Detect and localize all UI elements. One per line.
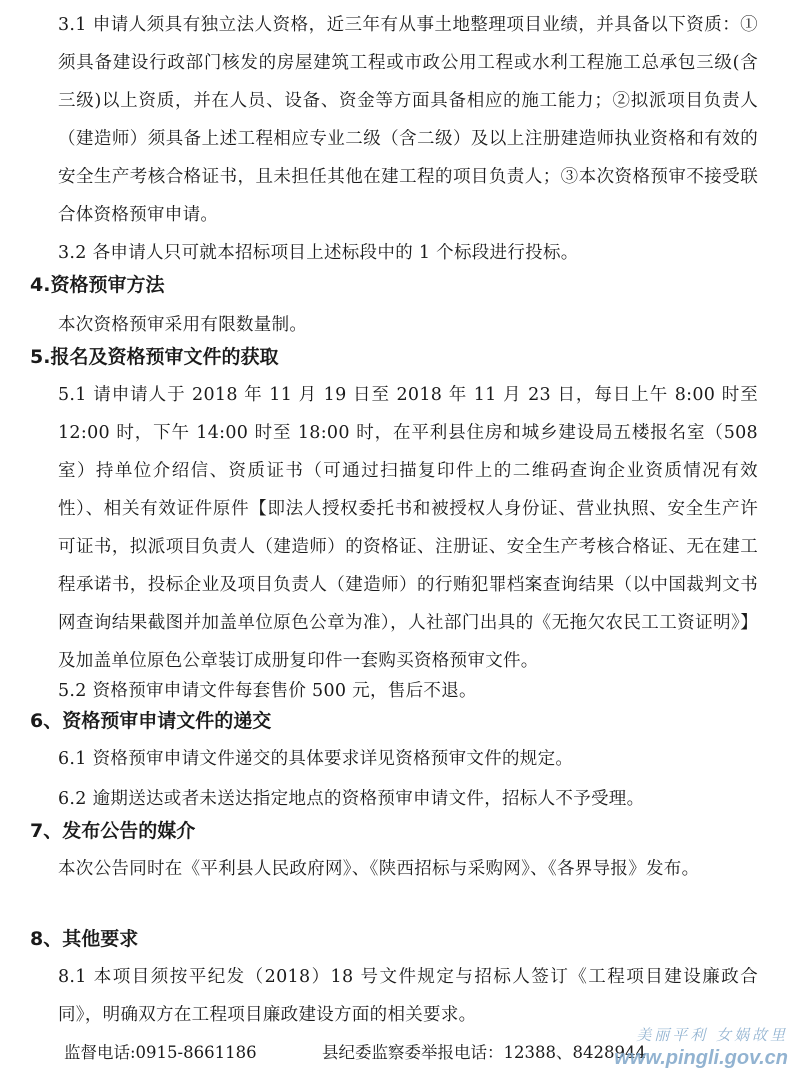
section-6-heading: 6、资格预审申请文件的递交 xyxy=(30,710,272,732)
watermark-slogan: 美丽平利 女娲故里 xyxy=(636,1026,788,1044)
paragraph-5-2: 5.2 资格预审申请文件每套售价 500 元，售后不退。 xyxy=(58,681,477,701)
site-watermark xyxy=(578,1025,788,1071)
paragraph-6-1: 6.1 资格预审申请文件递交的具体要求详见资格预审文件的规定。 xyxy=(58,749,574,769)
supervision-phone: 监督电话:0915-8661186 xyxy=(64,1043,257,1062)
section-7-heading: 7、发布公告的媒介 xyxy=(30,820,196,842)
paragraph-4: 本次资格预审采用有限数量制。 xyxy=(58,315,308,335)
paragraph-3-2: 3.2 各申请人只可就本招标项目上述标段中的 1 个标段进行投标。 xyxy=(58,243,579,263)
discipline-report-phone: 县纪委监察委举报电话：12388、8428944 xyxy=(322,1043,646,1062)
section-8-heading: 8、其他要求 xyxy=(30,928,139,950)
paragraph-3-1: 3.1 申请人须具有独立法人资格，近三年有从事土地整理项目业绩，并具备以下资质：①须具备建设行政部门核发的房屋建筑工程或市政公用工程或水利工程施工总承包三级(含三级)以上资质，并在人员、设备、资金等方面具备相应的施工能力；②拟派项目负责人（建造师）须具备上述工程相应专业二级（含二级）及以上注册建造师执业资格和有效的安全生产考核合格证书，且未担任其他在建工程的项目负责人；③本次资格预审不接受联合体资格预审申请。 xyxy=(58,15,758,225)
paragraph-7: 本次公告同时在《平利县人民政府网》、《陕西招标与采购网》、《各界导报》发布。 xyxy=(58,859,700,879)
paragraph-6-2: 6.2 逾期送达或者未送达指定地点的资格预审申请文件，招标人不予受理。 xyxy=(58,789,645,809)
paragraph-5-1: 5.1 请申请人于 2018 年 11 月 19 日至 2018 年 11 月 23 日，每日上午 8:00 时至 12:00 时，下午 14:00 时至 18:00 时，在平利县住房和城乡建设局五楼报名室（508 室）持单位介绍信、资质证书（可通过扫描复印件上的二维码查询企业资质情况有效性）、相关有效证件原件【即法人授权委托书和被授权人身份证、营业执照、安全生产许可证书，拟派项目负责人（建造师）的资格证、注册证、安全生产考核合格证、无在建工程承诺书，投标企业及项目负责人（建造师）的行贿犯罪档案查询结果（以中国裁判文书网查询结果截图并加盖单位原色公章为准），人社部门出具的《无拖欠农民工工资证明》】及加盖单位原色公章装订成册复印件一套购买资格预审文件。 xyxy=(58,385,758,671)
watermark-url: www.pingli.gov.cn xyxy=(614,1047,788,1069)
paragraph-8-1: 8.1 本项目须按平纪发（2018）18 号文件规定与招标人签订《工程项目建设廉政合同》，明确双方在工程项目廉政建设方面的相关要求。 xyxy=(58,967,758,1025)
section-4-heading: 4.资格预审方法 xyxy=(30,274,165,296)
section-5-heading: 5.报名及资格预审文件的获取 xyxy=(30,346,279,368)
